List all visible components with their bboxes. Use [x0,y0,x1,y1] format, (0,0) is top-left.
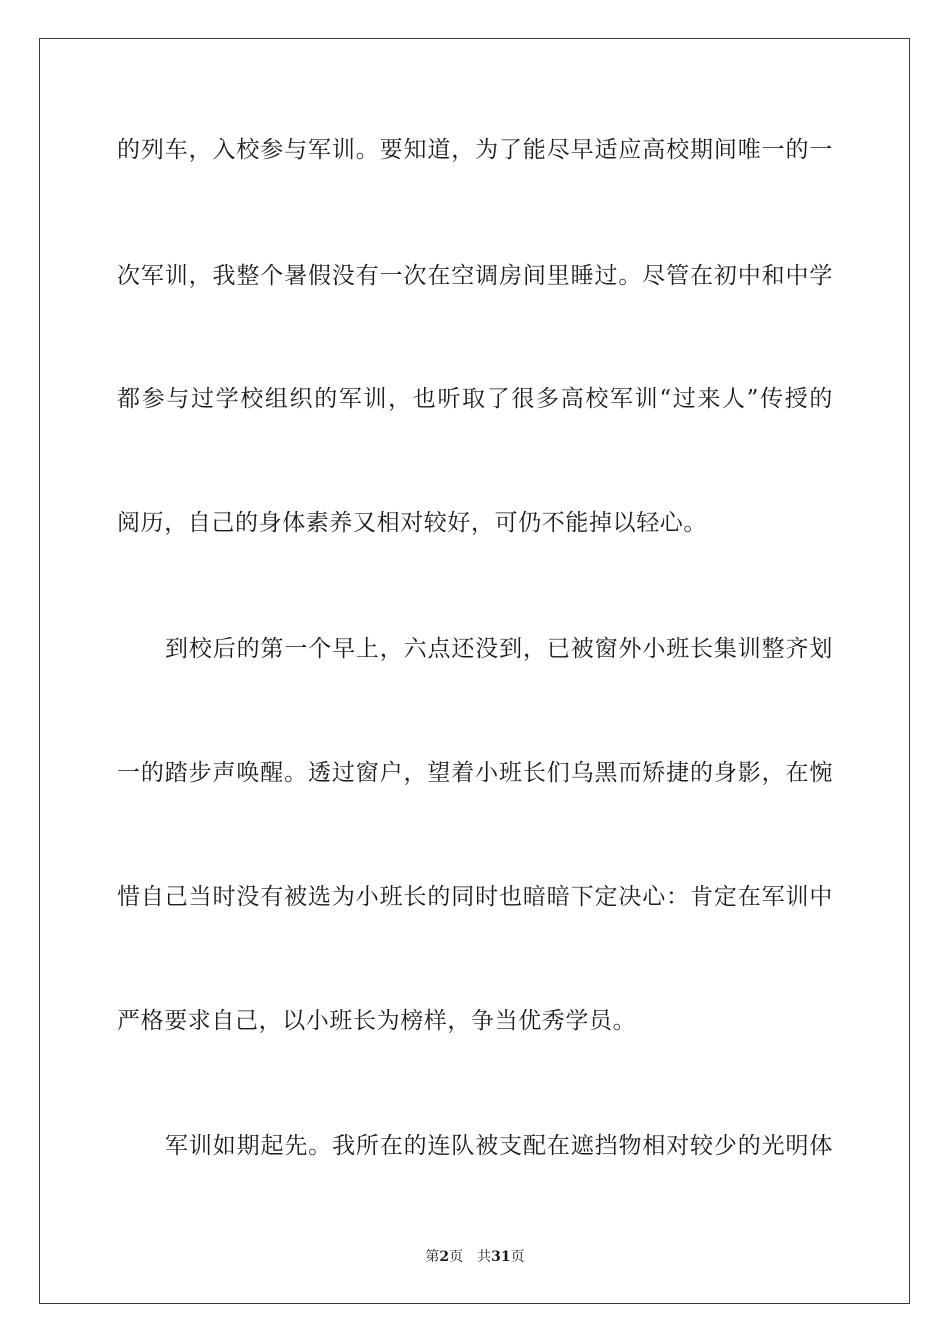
total-prefix: 共 [477,1249,492,1265]
body-text-line-8: 严格要求自己，以小班长为榜样，争当优秀学员。 [117,1008,637,1034]
total-suffix: 页 [510,1249,525,1265]
page-suffix: 页 [449,1249,464,1265]
page-border [39,38,910,1304]
body-text-line-9: 军训如期起先。我所在的连队被支配在遮挡物相对较少的光明体 [165,1133,833,1159]
page-prefix: 第 [425,1249,440,1265]
body-text-line-2: 次军训，我整个暑假没有一次在空调房间里睡过。尽管在初中和中学 [117,263,833,289]
current-page-number: 2 [439,1249,450,1265]
body-text-line-3: 都参与过学校组织的军训，也听取了很多高校军训“过来人”传授的 [117,386,833,412]
body-text-line-4: 阅历，自己的身体素养又相对较好，可仍不能掉以轻心。 [117,510,707,536]
page-footer [0,1248,950,1266]
body-text-line-6: 一的踏步声唤醒。透过窗户，望着小班长们乌黑而矫捷的身影，在惋 [117,760,833,786]
total-pages-number: 31 [491,1249,511,1265]
body-text-line-1: 的列车，入校参与军训。要知道，为了能尽早适应高校期间唯一的一 [117,137,833,163]
body-text-line-7: 惜自己当时没有被选为小班长的同时也暗暗下定决心：肯定在军训中 [117,884,833,910]
body-text-line-5: 到校后的第一个早上，六点还没到，已被窗外小班长集训整齐划 [165,636,833,662]
